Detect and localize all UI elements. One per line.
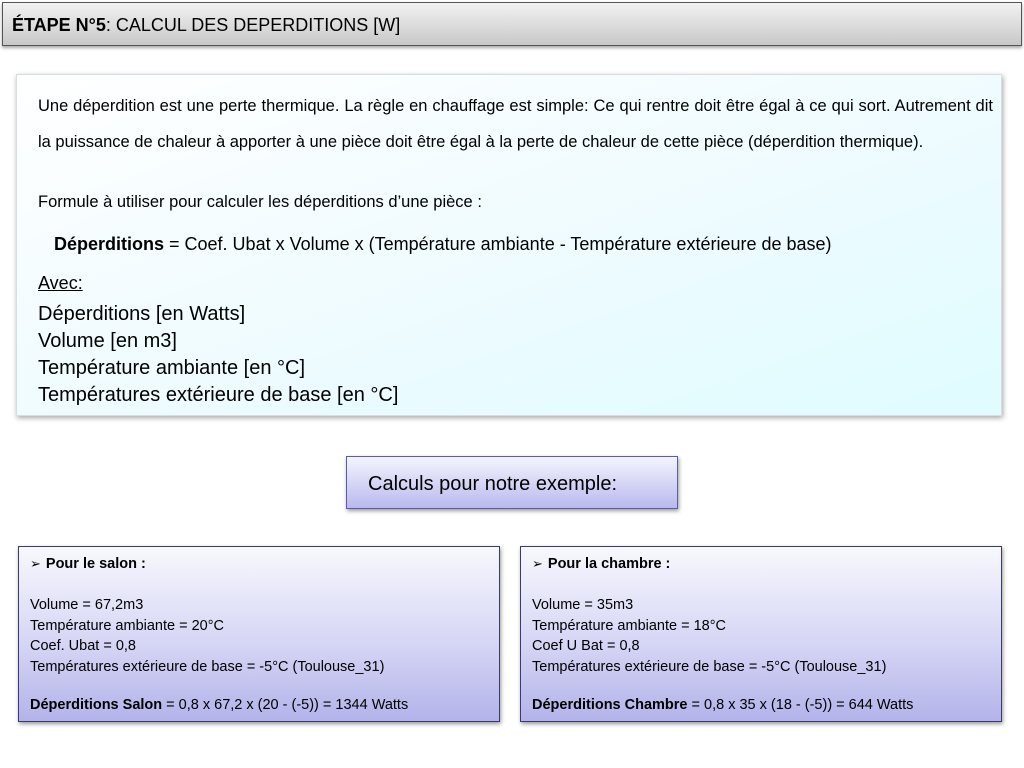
intro-paragraph: Une déperdition est une perte thermique. La règle en chauffage est simple: Ce qui rentre doit être égal à ce qui sort. Autrement dit la puissance de chaleur à apporter à une pièce doit être égal à la perte de chaleur de cette pièce (déperdition thermique). [38, 97, 993, 151]
definition-item: Température ambiante [en °C] [38, 357, 306, 379]
list-item: Températures extérieure de base = -5°C (Toulouse_31) [30, 658, 385, 675]
list-item: Coef U Bat = 0,8 [532, 638, 640, 654]
formula [54, 234, 832, 255]
definition-item: Températures extérieure de base [en °C] [38, 384, 399, 406]
definitions-list [38, 301, 398, 409]
title-bar [2, 2, 1022, 46]
arrowhead-right-icon: ➢ [30, 556, 41, 571]
salon-result-value: = 0,8 x 67,2 x (20 - (-5)) = 1344 Watts [162, 697, 409, 713]
chambre-result-term: Déperditions Chambre [532, 697, 688, 713]
list-item: Volume = 35m3 [532, 597, 634, 613]
definition-item: Volume [en m3] [38, 330, 177, 352]
definition-item: Déperditions [en Watts] [38, 303, 246, 325]
salon-example-box [18, 546, 500, 722]
chambre-heading-label: Pour la chambre : [547, 556, 671, 572]
salon-values [30, 595, 384, 677]
step-label: ÉTAPE N°5 [12, 15, 106, 35]
salon-result-term: Déperditions Salon [30, 697, 163, 713]
calc-example-label: Calculs pour notre exemple: [368, 473, 618, 495]
list-item: Coef. Ubat = 0,8 [30, 638, 136, 654]
list-item: Température ambiante = 20°C [30, 617, 225, 634]
chambre-values [532, 595, 886, 677]
chambre-heading [532, 556, 670, 572]
salon-heading [30, 556, 146, 572]
formula-lead: Formule à utiliser pour calculer les déperditions d’une pièce : [38, 193, 482, 211]
salon-heading-label: Pour le salon : [45, 556, 146, 572]
chambre-example-box [520, 546, 1002, 722]
title-rest: : CALCUL DES DEPERDITIONS [W] [105, 15, 401, 35]
page-title [12, 15, 400, 36]
formula-rest: = Coef. Ubat x Volume x (Température ambiante - Température extérieure de base) [164, 234, 832, 254]
list-item: Volume = 67,2m3 [30, 597, 144, 613]
list-item: Température ambiante = 18°C [532, 617, 727, 634]
calc-example-box [346, 456, 678, 509]
chambre-result-value: = 0,8 x 35 x (18 - (-5)) = 644 Watts [687, 697, 914, 713]
chambre-result [532, 697, 913, 713]
arrowhead-right-icon: ➢ [532, 556, 543, 571]
formula-term: Déperditions [54, 234, 165, 254]
list-item: Températures extérieure de base = -5°C (Toulouse_31) [532, 658, 887, 675]
intro-panel [16, 74, 1002, 416]
avec-label: Avec: [38, 273, 83, 293]
salon-result [30, 697, 408, 713]
